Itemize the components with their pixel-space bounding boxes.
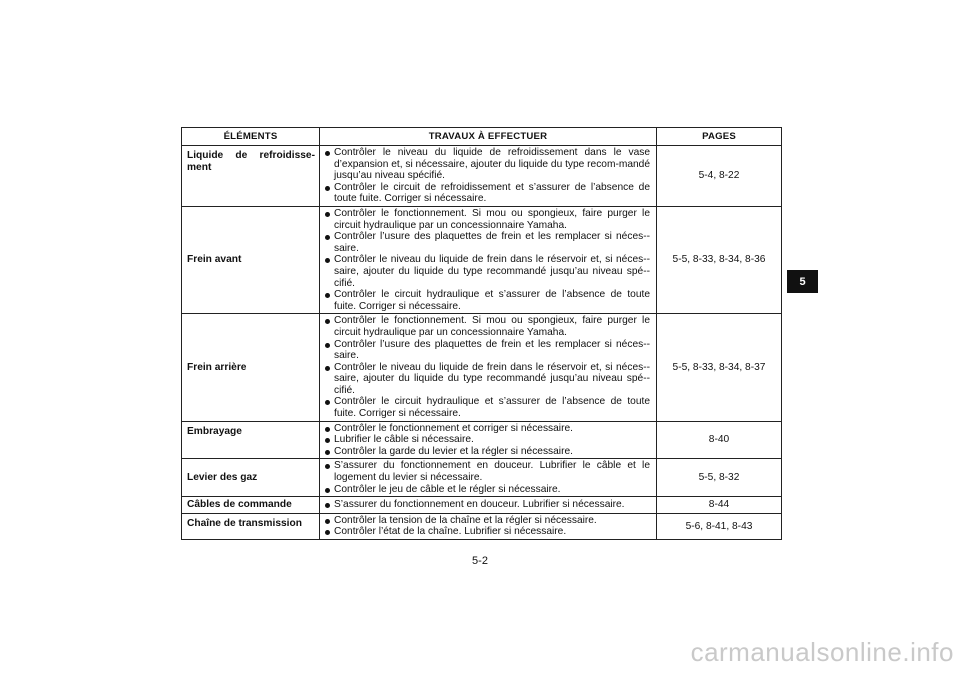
bullet-icon [325, 293, 330, 298]
list-item: Contrôler le fonctionnement. Si mou ou spongieux, faire purger le circuit hydraulique par un concessionnaire Yamaha. [325, 208, 650, 231]
bullet-icon [325, 343, 330, 348]
row-tasks [320, 206, 657, 313]
row-element-line1: Liquide de refroidisse- [187, 150, 315, 161]
bullet-icon [325, 186, 330, 191]
bullet-icon [325, 212, 330, 217]
row-element: Embrayage [182, 421, 320, 459]
list-item: Contrôler le circuit hydraulique et s’assurer de l’absence de toute fuite. Corriger si nécessaire. [325, 289, 650, 312]
list-item: Contrôler la tension de la chaîne et la régler si nécessaire. [325, 515, 650, 527]
row-element [182, 146, 320, 207]
bullet-icon [325, 366, 330, 371]
list-item: Contrôler la garde du levier et la régler si nécessaire. [325, 446, 650, 458]
row-tasks [320, 513, 657, 539]
row-pages: 5-5, 8-33, 8-34, 8-36 [657, 206, 782, 313]
header-elements: ÉLÉMENTS [182, 128, 320, 146]
list-item: Contrôler le niveau du liquide de frein dans le réservoir et, si néces-saire, ajouter du liquide du type recommandé jusqu’au niveau spé-cifié. [325, 254, 650, 289]
bullet-icon [325, 488, 330, 493]
list-item: Contrôler le circuit hydraulique et s’assurer de l’absence de toute fuite. Corriger si nécessaire. [325, 396, 650, 419]
bullet-icon [325, 151, 330, 156]
bullet-icon [325, 400, 330, 405]
list-item: Contrôler l’usure des plaquettes de frein et les remplacer si néces-saire. [325, 339, 650, 362]
bullet-icon [325, 519, 330, 524]
list-item: Contrôler l’état de la chaîne. Lubrifier si nécessaire. [325, 526, 650, 538]
bullet-icon [325, 503, 330, 508]
row-element: Levier des gaz [182, 459, 320, 497]
list-item: Contrôler le circuit de refroidissement et s’assurer de l’absence de toute fuite. Corriger si nécessaire. [325, 182, 650, 205]
row-element: Câbles de commande [182, 497, 320, 514]
watermark: carmanualsonline.info [690, 637, 954, 667]
row-pages: 8-40 [657, 421, 782, 459]
list-item: Contrôler le niveau du liquide de refroidissement dans le vase d’expansion et, si nécessaire, ajouter du liquide du type recom-mandé jusqu’au niveau spécifié. [325, 147, 650, 182]
maintenance-table [181, 127, 782, 540]
row-element: Chaîne de transmission [182, 513, 320, 539]
bullet-icon [325, 530, 330, 535]
row-pages: 5-4, 8-22 [657, 146, 782, 207]
header-pages: PAGES [657, 128, 782, 146]
bullet-icon [325, 319, 330, 324]
table-row [182, 421, 782, 459]
bullet-icon [325, 427, 330, 432]
row-pages: 5-6, 8-41, 8-43 [657, 513, 782, 539]
section-tab: 5 [787, 270, 818, 293]
table-row [182, 513, 782, 539]
bullet-icon [325, 450, 330, 455]
row-pages: 5-5, 8-32 [657, 459, 782, 497]
table-header-row [182, 128, 782, 146]
row-pages: 5-5, 8-33, 8-34, 8-37 [657, 314, 782, 421]
bullet-icon [325, 258, 330, 263]
bullet-icon [325, 464, 330, 469]
row-element: Frein arrière [182, 314, 320, 421]
list-item: Contrôler le fonctionnement. Si mou ou spongieux, faire purger le circuit hydraulique par un concessionnaire Yamaha. [325, 315, 650, 338]
row-element: Frein avant [182, 206, 320, 313]
header-tasks: TRAVAUX À EFFECTUER [320, 128, 657, 146]
list-item: Contrôler le jeu de câble et le régler si nécessaire. [325, 484, 650, 496]
table-row [182, 206, 782, 313]
list-item: S’assurer du fonctionnement en douceur. Lubrifier le câble et le logement du levier si nécessaire. [325, 460, 650, 483]
table-row [182, 497, 782, 514]
row-element-line2: ment [187, 161, 212, 173]
row-tasks [320, 314, 657, 421]
list-item: Contrôler l’usure des plaquettes de frein et les remplacer si néces-saire. [325, 231, 650, 254]
row-tasks [320, 497, 657, 514]
table-row [182, 314, 782, 421]
row-tasks [320, 459, 657, 497]
list-item: Contrôler le niveau du liquide de frein dans le réservoir et, si néces-saire, ajouter du liquide du type recommandé jusqu’au niveau spé-cifié. [325, 362, 650, 397]
table-row [182, 146, 782, 207]
bullet-icon [325, 235, 330, 240]
page-number: 5-2 [472, 555, 488, 567]
row-pages: 8-44 [657, 497, 782, 514]
row-tasks [320, 421, 657, 459]
list-item: S’assurer du fonctionnement en douceur. Lubrifier si nécessaire. [325, 499, 650, 511]
table-row [182, 459, 782, 497]
list-item: Contrôler le fonctionnement et corriger si nécessaire. [325, 423, 650, 435]
row-tasks [320, 146, 657, 207]
list-item: Lubrifier le câble si nécessaire. [325, 434, 650, 446]
bullet-icon [325, 438, 330, 443]
